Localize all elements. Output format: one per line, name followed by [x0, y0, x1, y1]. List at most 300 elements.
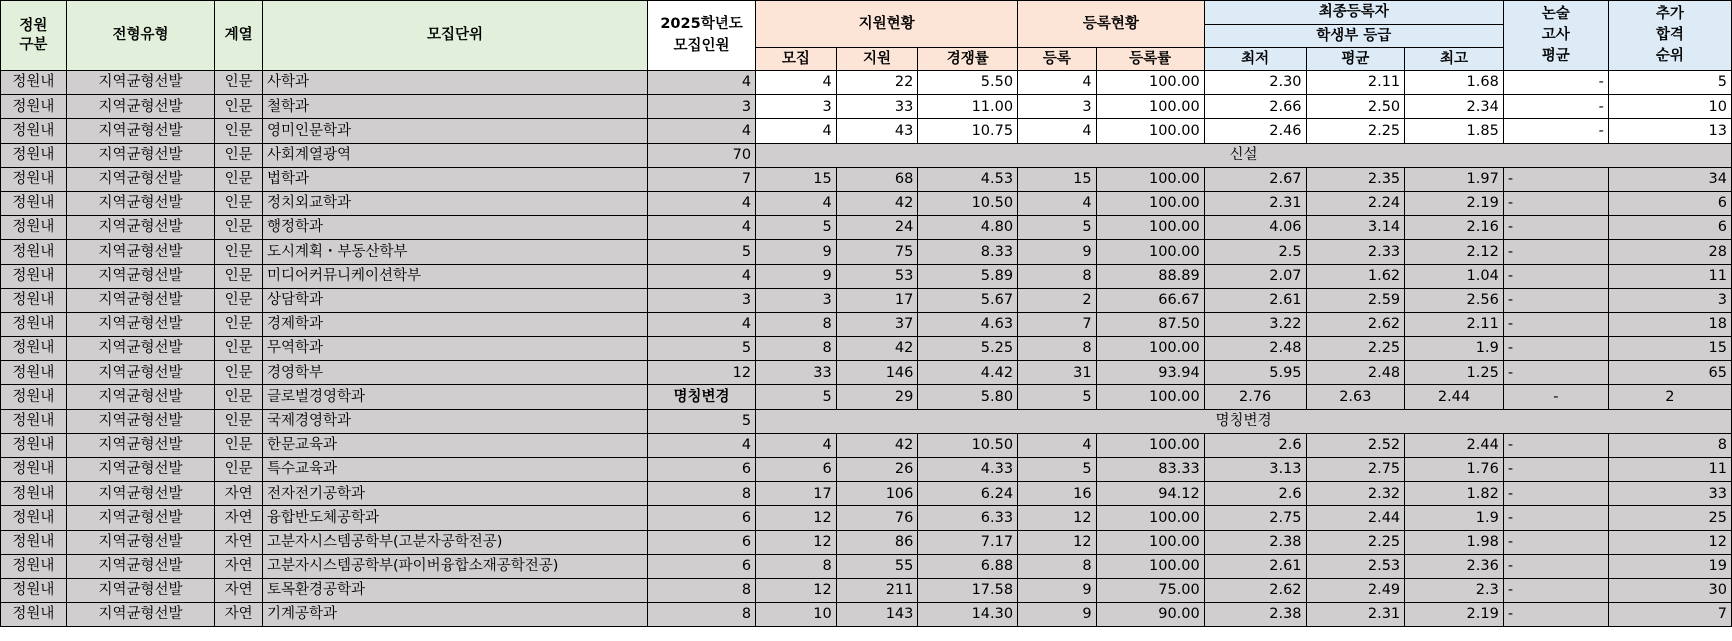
- cell-gubun: 정원내: [1, 288, 67, 312]
- header-reg-rate: 등록률: [1096, 48, 1204, 71]
- cell-rate: 6.88: [918, 554, 1018, 578]
- table-row: [1, 312, 1732, 336]
- cell-extra: 34: [1608, 167, 1731, 191]
- cell-field: 인문: [215, 433, 263, 457]
- header-mojip-inwon-label: 2025학년도 모집인원: [660, 15, 743, 54]
- cell-unit: 경제학과: [262, 312, 647, 336]
- cell-unit: 글로벌경영학과: [262, 385, 647, 409]
- cell-max: 1.97: [1405, 167, 1504, 191]
- cell-reg-rate: 100.00: [1096, 385, 1204, 409]
- cell-reg-rate: 93.94: [1096, 361, 1204, 385]
- cell-extra: 2: [1608, 385, 1731, 409]
- cell-quota: 4: [647, 119, 755, 143]
- cell-reg-rate: 90.00: [1096, 603, 1204, 627]
- cell-min: 2.30: [1204, 71, 1306, 95]
- cell-extra: 25: [1608, 506, 1731, 530]
- cell-field: 인문: [215, 288, 263, 312]
- table-row: [1, 603, 1732, 627]
- table-row: [1, 482, 1732, 506]
- cell-type: 지역균형선발: [66, 240, 214, 264]
- cell-reg-rate: 100.00: [1096, 337, 1204, 361]
- cell-max: 2.56: [1405, 288, 1504, 312]
- cell-essay: -: [1503, 337, 1608, 361]
- cell-min: 2.75: [1204, 506, 1306, 530]
- cell-reg: 16: [1018, 482, 1096, 506]
- cell-quota: 명칭변경: [647, 385, 755, 409]
- cell-jiwon: 42: [836, 337, 918, 361]
- header-jiwon-mojip: 모집: [756, 48, 837, 71]
- cell-reg: 3: [1018, 95, 1096, 119]
- cell-max: 1.04: [1405, 264, 1504, 288]
- cell-unit: 고분자시스템공학부(파이버융합소재공학전공): [262, 554, 647, 578]
- cell-avg: 2.53: [1306, 554, 1405, 578]
- cell-essay: -: [1503, 240, 1608, 264]
- table-row: [1, 554, 1732, 578]
- table-row: [1, 264, 1732, 288]
- cell-gubun: 정원내: [1, 578, 67, 602]
- table-row: [1, 95, 1732, 119]
- cell-rate: 5.89: [918, 264, 1018, 288]
- cell-mojip: 3: [756, 288, 837, 312]
- cell-avg: 2.32: [1306, 482, 1405, 506]
- cell-max: 2.44: [1405, 433, 1504, 457]
- cell-avg: 3.14: [1306, 216, 1405, 240]
- cell-field: 인문: [215, 216, 263, 240]
- cell-field: 인문: [215, 71, 263, 95]
- cell-avg: 2.11: [1306, 71, 1405, 95]
- cell-jiwon: 43: [836, 119, 918, 143]
- cell-avg: 2.44: [1306, 506, 1405, 530]
- cell-min: 2.67: [1204, 167, 1306, 191]
- cell-type: 지역균형선발: [66, 167, 214, 191]
- cell-reg-rate: 100.00: [1096, 216, 1204, 240]
- cell-min: 5.95: [1204, 361, 1306, 385]
- header-jeongwon-gubun-label: 정원 구분: [19, 17, 48, 53]
- cell-extra: 65: [1608, 361, 1731, 385]
- cell-unit: 전자전기공학과: [262, 482, 647, 506]
- cell-unit: 사학과: [262, 71, 647, 95]
- cell-type: 지역균형선발: [66, 482, 214, 506]
- cell-mojip: 6: [756, 458, 837, 482]
- cell-essay: -: [1503, 288, 1608, 312]
- cell-min: 2.66: [1204, 95, 1306, 119]
- cell-field: 인문: [215, 458, 263, 482]
- cell-reg-rate: 88.89: [1096, 264, 1204, 288]
- cell-type: 지역균형선발: [66, 506, 214, 530]
- cell-unit: 고분자시스템공학부(고분자공학전공): [262, 530, 647, 554]
- cell-avg: 2.33: [1306, 240, 1405, 264]
- header-reg-group: 등록현황: [1018, 1, 1205, 48]
- table-body: [1, 71, 1732, 627]
- cell-type: 지역균형선발: [66, 71, 214, 95]
- cell-avg: 2.49: [1306, 578, 1405, 602]
- header-jeonhyeong: 전형유형: [66, 1, 214, 71]
- cell-unit: 융합반도체공학과: [262, 506, 647, 530]
- header-jiwon-jiwon: 지원: [836, 48, 918, 71]
- cell-gubun: 정원내: [1, 312, 67, 336]
- cell-quota: 70: [647, 143, 755, 167]
- cell-max: 2.16: [1405, 216, 1504, 240]
- cell-rate: 10.50: [918, 433, 1018, 457]
- cell-type: 지역균형선발: [66, 603, 214, 627]
- cell-rate: 6.24: [918, 482, 1018, 506]
- cell-reg: 12: [1018, 530, 1096, 554]
- cell-rate: 5.25: [918, 337, 1018, 361]
- cell-max: 2.19: [1405, 191, 1504, 215]
- cell-rate: 6.33: [918, 506, 1018, 530]
- table-row: [1, 167, 1732, 191]
- cell-reg-rate: 100.00: [1096, 433, 1204, 457]
- cell-essay: -: [1503, 264, 1608, 288]
- cell-type: 지역균형선발: [66, 264, 214, 288]
- cell-jiwon: 86: [836, 530, 918, 554]
- cell-quota: 4: [647, 264, 755, 288]
- cell-mojip: 8: [756, 337, 837, 361]
- table-row: [1, 288, 1732, 312]
- cell-essay: -: [1503, 95, 1608, 119]
- cell-reg-rate: 87.50: [1096, 312, 1204, 336]
- cell-gubun: 정원내: [1, 482, 67, 506]
- cell-unit: 행정학과: [262, 216, 647, 240]
- cell-jiwon: 42: [836, 433, 918, 457]
- cell-quota: 6: [647, 506, 755, 530]
- cell-quota: 5: [647, 337, 755, 361]
- cell-quota: 4: [647, 71, 755, 95]
- cell-rate: 11.00: [918, 95, 1018, 119]
- cell-reg-rate: 100.00: [1096, 167, 1204, 191]
- table-row: [1, 458, 1732, 482]
- cell-min: 3.22: [1204, 312, 1306, 336]
- cell-mojip: 9: [756, 264, 837, 288]
- cell-quota: 5: [647, 240, 755, 264]
- cell-unit: 한문교육과: [262, 433, 647, 457]
- cell-rate: 10.75: [918, 119, 1018, 143]
- cell-type: 지역균형선발: [66, 530, 214, 554]
- cell-quota: 8: [647, 603, 755, 627]
- header-final-min: 최저: [1204, 48, 1306, 71]
- cell-reg-rate: 94.12: [1096, 482, 1204, 506]
- cell-max: 2.3: [1405, 578, 1504, 602]
- table-row: [1, 409, 1732, 433]
- cell-note: 명칭변경: [756, 409, 1732, 433]
- cell-field: 자연: [215, 506, 263, 530]
- table-row: [1, 385, 1732, 409]
- cell-extra: 11: [1608, 458, 1731, 482]
- cell-quota: 4: [647, 191, 755, 215]
- cell-min: 2.38: [1204, 530, 1306, 554]
- cell-extra: 10: [1608, 95, 1731, 119]
- cell-extra: 8: [1608, 433, 1731, 457]
- cell-jiwon: 29: [836, 385, 918, 409]
- cell-reg-rate: 83.33: [1096, 458, 1204, 482]
- header-jeongwon-gubun: [1, 1, 67, 71]
- cell-essay: -: [1503, 458, 1608, 482]
- cell-reg: 31: [1018, 361, 1096, 385]
- cell-gubun: 정원내: [1, 530, 67, 554]
- cell-unit: 미디어커뮤니케이션학부: [262, 264, 647, 288]
- cell-mojip: 10: [756, 603, 837, 627]
- cell-type: 지역균형선발: [66, 288, 214, 312]
- cell-max: 1.68: [1405, 71, 1504, 95]
- cell-gubun: 정원내: [1, 264, 67, 288]
- cell-avg: 2.31: [1306, 603, 1405, 627]
- table-row: [1, 216, 1732, 240]
- header-essay-label: 논술 고사 평균: [1541, 5, 1570, 64]
- cell-rate: 7.17: [918, 530, 1018, 554]
- cell-max: 1.76: [1405, 458, 1504, 482]
- cell-unit: 사회계열광역: [262, 143, 647, 167]
- cell-rate: 10.50: [918, 191, 1018, 215]
- cell-jiwon: 76: [836, 506, 918, 530]
- cell-quota: 5: [647, 409, 755, 433]
- cell-reg: 8: [1018, 264, 1096, 288]
- cell-essay: -: [1503, 71, 1608, 95]
- header-mojip-danwi: 모집단위: [262, 1, 647, 71]
- cell-gubun: 정원내: [1, 191, 67, 215]
- cell-field: 인문: [215, 361, 263, 385]
- header-extra-label: 추가 합격 순위: [1655, 5, 1684, 64]
- cell-mojip: 33: [756, 361, 837, 385]
- cell-essay: -: [1503, 482, 1608, 506]
- cell-unit: 토목환경공학과: [262, 578, 647, 602]
- cell-quota: 8: [647, 482, 755, 506]
- cell-max: 1.9: [1405, 506, 1504, 530]
- cell-avg: 2.48: [1306, 361, 1405, 385]
- cell-min: 2.76: [1204, 385, 1306, 409]
- cell-rate: 4.53: [918, 167, 1018, 191]
- cell-max: 2.34: [1405, 95, 1504, 119]
- header-jiwon-rate: 경쟁률: [918, 48, 1018, 71]
- cell-gubun: 정원내: [1, 119, 67, 143]
- cell-extra: 12: [1608, 530, 1731, 554]
- cell-reg: 9: [1018, 578, 1096, 602]
- cell-mojip: 9: [756, 240, 837, 264]
- cell-field: 인문: [215, 191, 263, 215]
- cell-unit: 국제경영학과: [262, 409, 647, 433]
- cell-field: 자연: [215, 554, 263, 578]
- cell-reg: 2: [1018, 288, 1096, 312]
- cell-type: 지역균형선발: [66, 95, 214, 119]
- cell-reg-rate: 100.00: [1096, 191, 1204, 215]
- cell-mojip: 3: [756, 95, 837, 119]
- header-final-avg: 평균: [1306, 48, 1405, 71]
- cell-essay: -: [1503, 385, 1608, 409]
- cell-field: 인문: [215, 143, 263, 167]
- cell-extra: 28: [1608, 240, 1731, 264]
- header-jiwon-group: 지원현황: [756, 1, 1018, 48]
- cell-gubun: 정원내: [1, 167, 67, 191]
- cell-quota: 6: [647, 530, 755, 554]
- table-row: [1, 337, 1732, 361]
- cell-field: 인문: [215, 119, 263, 143]
- cell-type: 지역균형선발: [66, 554, 214, 578]
- cell-essay: -: [1503, 603, 1608, 627]
- cell-extra: 6: [1608, 216, 1731, 240]
- cell-avg: 2.25: [1306, 337, 1405, 361]
- cell-essay: -: [1503, 433, 1608, 457]
- cell-jiwon: 33: [836, 95, 918, 119]
- cell-jiwon: 53: [836, 264, 918, 288]
- cell-jiwon: 24: [836, 216, 918, 240]
- cell-reg: 8: [1018, 337, 1096, 361]
- cell-jiwon: 26: [836, 458, 918, 482]
- cell-extra: 7: [1608, 603, 1731, 627]
- cell-unit: 무역학과: [262, 337, 647, 361]
- cell-reg: 8: [1018, 554, 1096, 578]
- cell-rate: 4.63: [918, 312, 1018, 336]
- cell-mojip: 4: [756, 71, 837, 95]
- cell-field: 인문: [215, 312, 263, 336]
- cell-jiwon: 22: [836, 71, 918, 95]
- cell-jiwon: 42: [836, 191, 918, 215]
- cell-reg: 4: [1018, 71, 1096, 95]
- cell-gubun: 정원내: [1, 143, 67, 167]
- cell-min: 2.61: [1204, 554, 1306, 578]
- cell-field: 자연: [215, 530, 263, 554]
- cell-gubun: 정원내: [1, 603, 67, 627]
- cell-jiwon: 17: [836, 288, 918, 312]
- cell-avg: 2.25: [1306, 119, 1405, 143]
- cell-min: 2.6: [1204, 482, 1306, 506]
- table-row: [1, 143, 1732, 167]
- cell-reg: 7: [1018, 312, 1096, 336]
- cell-avg: 2.59: [1306, 288, 1405, 312]
- cell-avg: 2.62: [1306, 312, 1405, 336]
- cell-reg: 4: [1018, 433, 1096, 457]
- cell-rate: 4.80: [918, 216, 1018, 240]
- cell-essay: -: [1503, 216, 1608, 240]
- cell-mojip: 12: [756, 578, 837, 602]
- cell-mojip: 4: [756, 119, 837, 143]
- cell-extra: 3: [1608, 288, 1731, 312]
- cell-field: 인문: [215, 337, 263, 361]
- cell-min: 2.46: [1204, 119, 1306, 143]
- header-extra: [1608, 1, 1731, 71]
- cell-min: 2.61: [1204, 288, 1306, 312]
- cell-essay: -: [1503, 554, 1608, 578]
- cell-rate: 4.42: [918, 361, 1018, 385]
- cell-rate: 5.80: [918, 385, 1018, 409]
- cell-gubun: 정원내: [1, 506, 67, 530]
- cell-type: 지역균형선발: [66, 458, 214, 482]
- cell-max: 2.12: [1405, 240, 1504, 264]
- cell-essay: -: [1503, 530, 1608, 554]
- cell-reg-rate: 66.67: [1096, 288, 1204, 312]
- cell-mojip: 8: [756, 554, 837, 578]
- cell-unit: 철학과: [262, 95, 647, 119]
- cell-mojip: 4: [756, 191, 837, 215]
- cell-type: 지역균형선발: [66, 578, 214, 602]
- cell-unit: 도시계획・부동산학부: [262, 240, 647, 264]
- cell-gubun: 정원내: [1, 361, 67, 385]
- cell-type: 지역균형선발: [66, 337, 214, 361]
- cell-gubun: 정원내: [1, 216, 67, 240]
- cell-reg: 9: [1018, 240, 1096, 264]
- cell-essay: -: [1503, 578, 1608, 602]
- cell-extra: 15: [1608, 337, 1731, 361]
- cell-unit: 특수교육과: [262, 458, 647, 482]
- cell-avg: 2.35: [1306, 167, 1405, 191]
- cell-avg: 2.25: [1306, 530, 1405, 554]
- cell-max: 2.11: [1405, 312, 1504, 336]
- cell-type: 지역균형선발: [66, 191, 214, 215]
- cell-reg: 5: [1018, 385, 1096, 409]
- cell-min: 2.62: [1204, 578, 1306, 602]
- cell-avg: 2.52: [1306, 433, 1405, 457]
- table-row: [1, 119, 1732, 143]
- cell-rate: 8.33: [918, 240, 1018, 264]
- cell-max: 1.9: [1405, 337, 1504, 361]
- cell-field: 인문: [215, 167, 263, 191]
- cell-gubun: 정원내: [1, 337, 67, 361]
- cell-jiwon: 146: [836, 361, 918, 385]
- cell-type: 지역균형선발: [66, 312, 214, 336]
- cell-max: 1.85: [1405, 119, 1504, 143]
- cell-gubun: 정원내: [1, 554, 67, 578]
- cell-min: 2.6: [1204, 433, 1306, 457]
- table-row: [1, 361, 1732, 385]
- cell-type: 지역균형선발: [66, 433, 214, 457]
- cell-max: 2.36: [1405, 554, 1504, 578]
- header-essay: [1503, 1, 1608, 71]
- cell-mojip: 8: [756, 312, 837, 336]
- cell-unit: 영미인문학과: [262, 119, 647, 143]
- cell-type: 지역균형선발: [66, 385, 214, 409]
- cell-type: 지역균형선발: [66, 409, 214, 433]
- cell-min: 4.06: [1204, 216, 1306, 240]
- table-row: [1, 71, 1732, 95]
- cell-jiwon: 68: [836, 167, 918, 191]
- cell-mojip: 12: [756, 506, 837, 530]
- table-row: [1, 506, 1732, 530]
- cell-rate: 4.33: [918, 458, 1018, 482]
- cell-max: 1.98: [1405, 530, 1504, 554]
- table-row: [1, 530, 1732, 554]
- cell-reg-rate: 100.00: [1096, 95, 1204, 119]
- cell-rate: 5.67: [918, 288, 1018, 312]
- header-gyeyeol: 계열: [215, 1, 263, 71]
- cell-mojip: 4: [756, 433, 837, 457]
- cell-min: 3.13: [1204, 458, 1306, 482]
- cell-note: 신설: [756, 143, 1732, 167]
- cell-gubun: 정원내: [1, 95, 67, 119]
- cell-mojip: 15: [756, 167, 837, 191]
- cell-jiwon: 55: [836, 554, 918, 578]
- cell-min: 2.5: [1204, 240, 1306, 264]
- table-row: [1, 578, 1732, 602]
- cell-extra: 11: [1608, 264, 1731, 288]
- cell-gubun: 정원내: [1, 458, 67, 482]
- cell-reg: 5: [1018, 458, 1096, 482]
- cell-avg: 2.75: [1306, 458, 1405, 482]
- cell-field: 자연: [215, 482, 263, 506]
- cell-jiwon: 106: [836, 482, 918, 506]
- cell-quota: 6: [647, 458, 755, 482]
- table-row: [1, 240, 1732, 264]
- cell-gubun: 정원내: [1, 71, 67, 95]
- cell-essay: -: [1503, 312, 1608, 336]
- cell-reg: 4: [1018, 119, 1096, 143]
- cell-essay: -: [1503, 191, 1608, 215]
- cell-mojip: 17: [756, 482, 837, 506]
- cell-min: 2.07: [1204, 264, 1306, 288]
- cell-type: 지역균형선발: [66, 143, 214, 167]
- cell-mojip: 5: [756, 216, 837, 240]
- cell-reg-rate: 100.00: [1096, 119, 1204, 143]
- cell-reg-rate: 100.00: [1096, 240, 1204, 264]
- cell-jiwon: 75: [836, 240, 918, 264]
- cell-reg: 15: [1018, 167, 1096, 191]
